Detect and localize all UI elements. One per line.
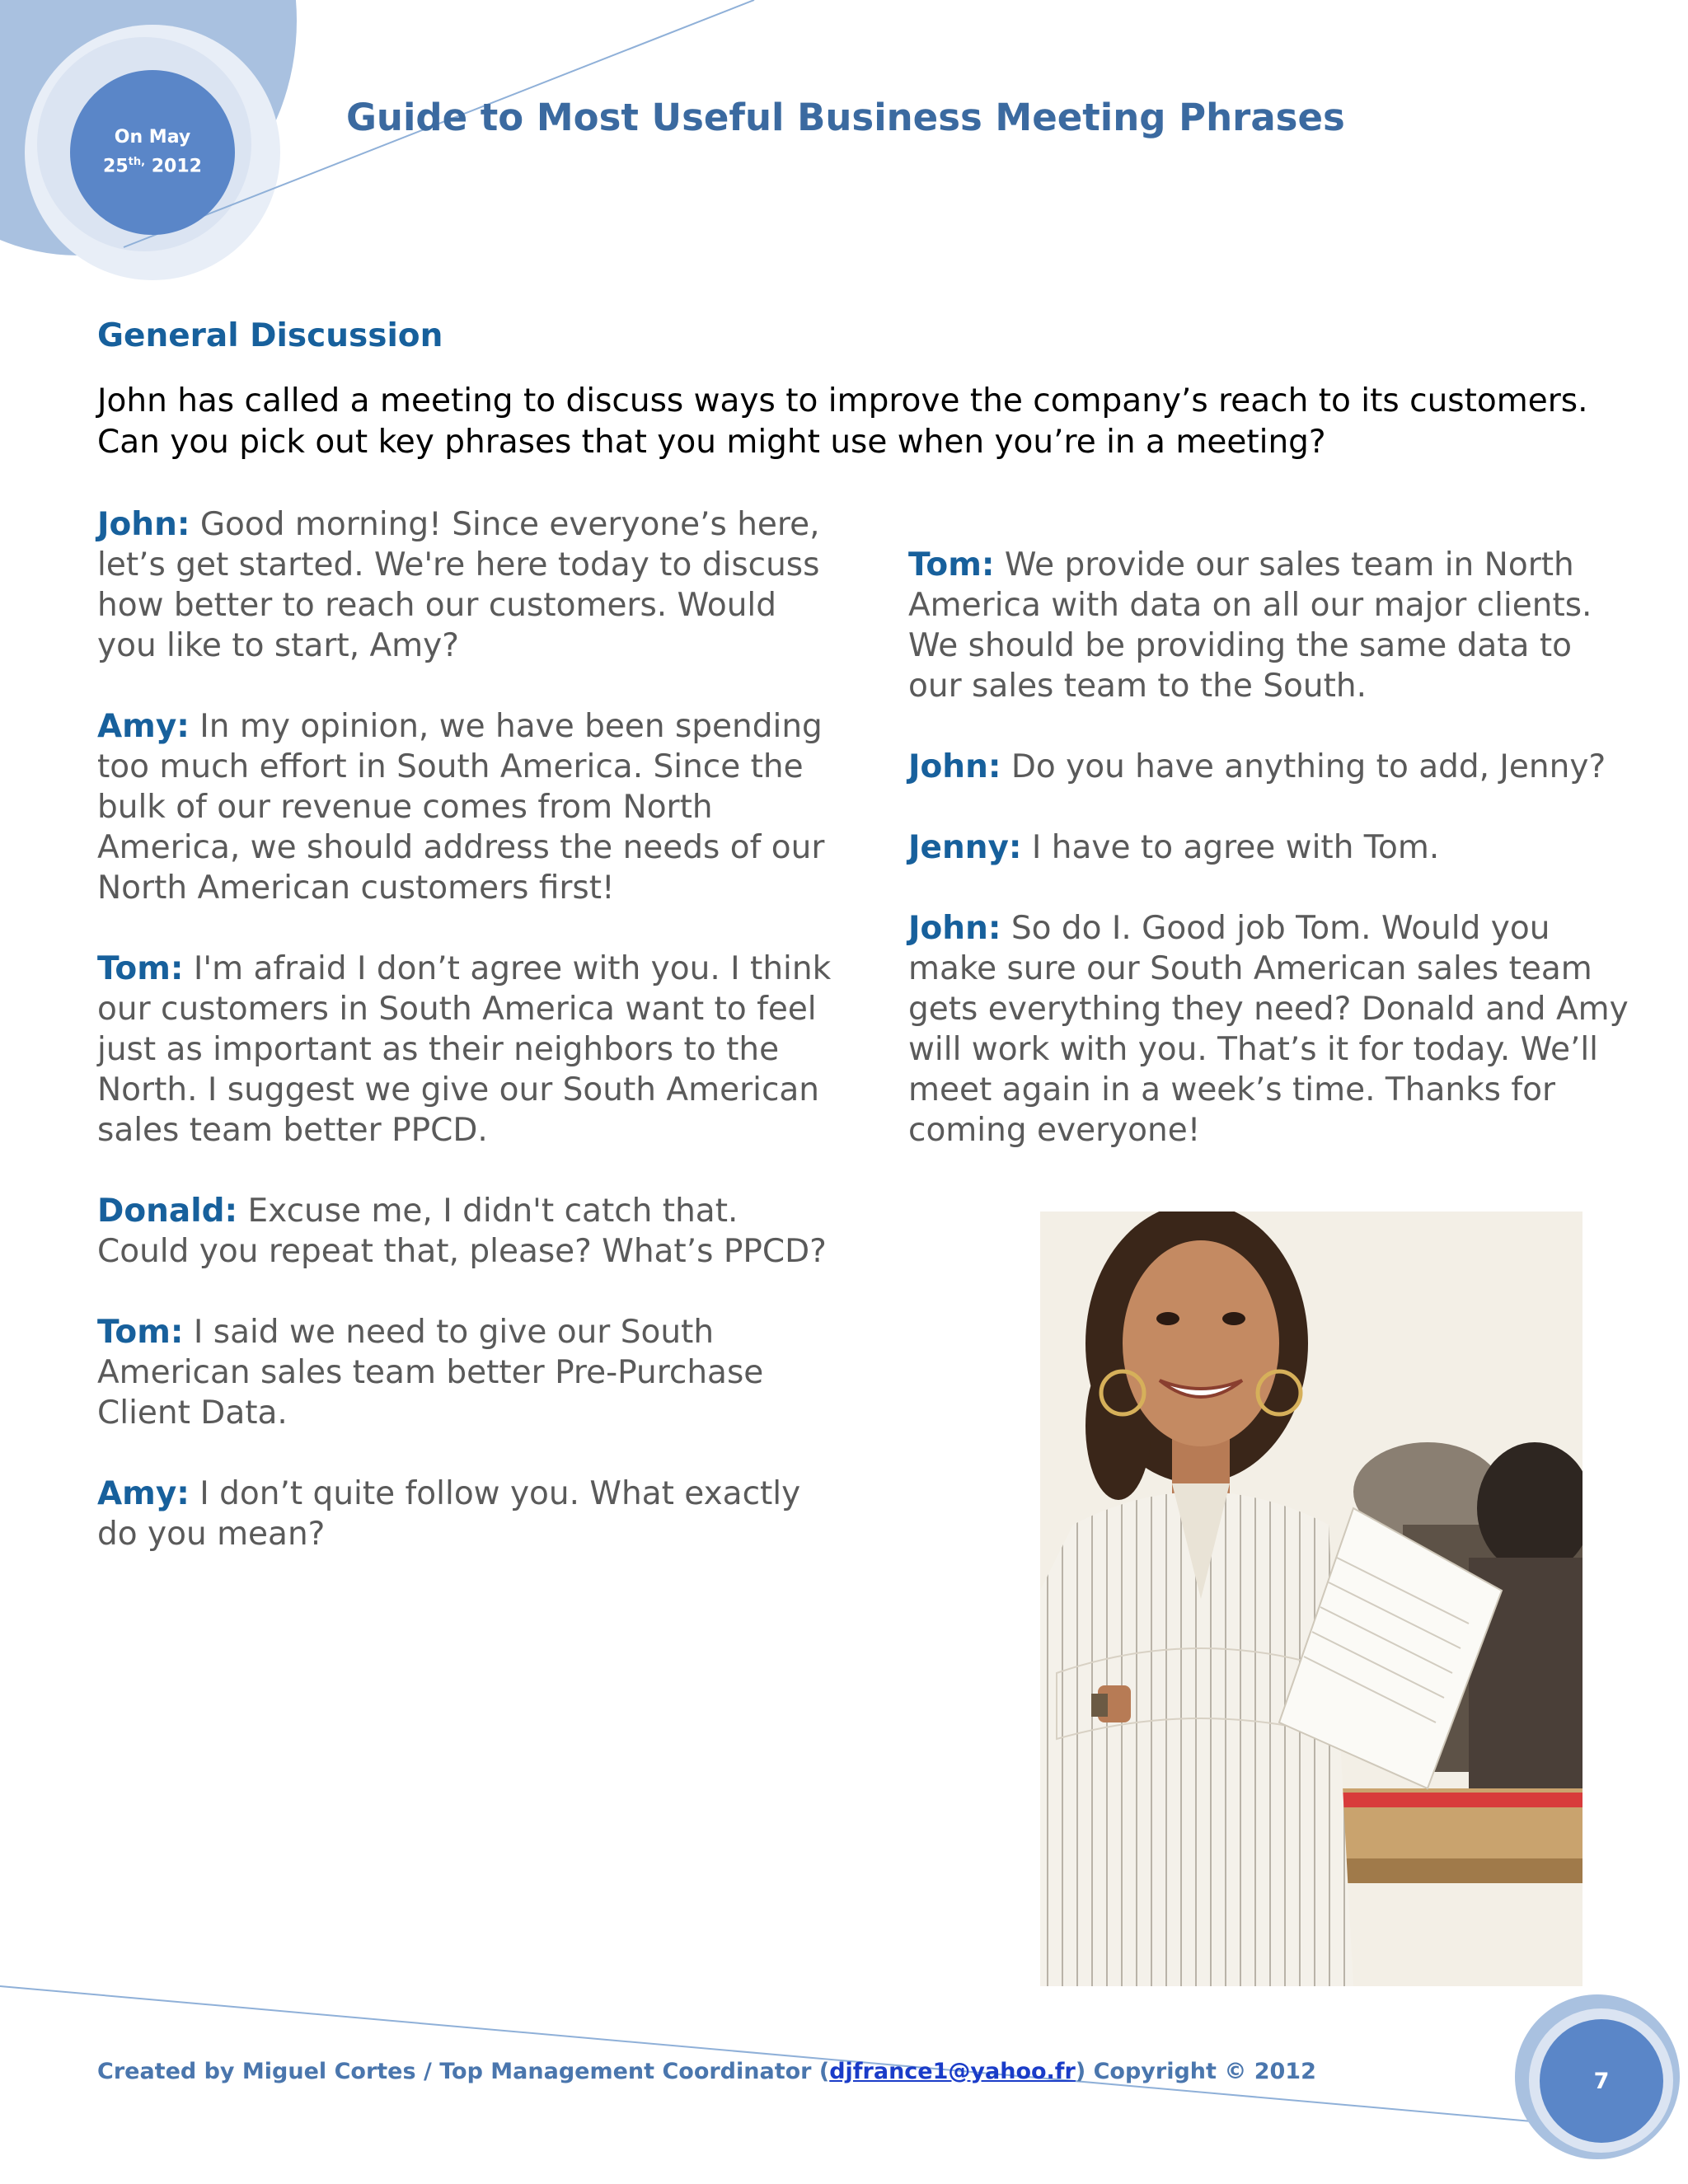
- speaker-name: John:: [908, 748, 1001, 785]
- speaker-name: Amy:: [97, 708, 190, 745]
- intro-paragraph: John has called a meeting to discuss ways to improve the company’s reach to its customers. Can you pick out key phrases that you might use when you’re in a meeting?: [97, 382, 1588, 461]
- speaker-name: Donald:: [97, 1193, 238, 1230]
- dialogue-line: [97, 1191, 839, 1272]
- date-line2: [103, 150, 202, 179]
- header-diagonal-line: [0, 0, 1688, 280]
- dialogue-line: [908, 545, 1634, 706]
- date-year: 2012: [151, 156, 202, 177]
- dialogue-line: [97, 504, 839, 666]
- page-number: 7: [1540, 2019, 1663, 2143]
- dialogue-line: [97, 706, 839, 908]
- footer-credit: [97, 2059, 1316, 2084]
- dialogue-line: [97, 949, 839, 1151]
- dialogue-line: [908, 747, 1634, 787]
- footer-email-link[interactable]: djfrance1@yahoo.fr: [829, 2059, 1076, 2084]
- date-suffix: th,: [128, 156, 146, 169]
- dialogue-line: [97, 1474, 839, 1554]
- footer-prefix: Created by Miguel Cortes / Top Management Coordinator (: [97, 2059, 830, 2084]
- dialogue-column-left: [97, 504, 839, 1595]
- dialogue-text: I have to agree with Tom.: [1021, 829, 1440, 866]
- dialogue-text: So do I. Good job Tom. Would you make sure our South American sales team gets everything they need? Donald and Amy will work with you. That’s it for today. We’ll meet again in a week’s time. Thanks for coming everyone!: [908, 910, 1629, 1149]
- dialogue-text: We provide our sales team in North America with data on all our major clients. We should be providing the same data to our sales team to the South.: [908, 546, 1592, 705]
- speaker-name: Jenny:: [908, 829, 1022, 866]
- dialogue-line: [908, 827, 1634, 868]
- dialogue-text: In my opinion, we have been spending too much effort in South America. Since the bulk of our revenue comes from North America, we should address the needs of our North American customers first!: [97, 708, 825, 907]
- speaker-name: John:: [97, 506, 190, 543]
- page-title: Guide to Most Useful Business Meeting Phrases: [346, 96, 1345, 139]
- dialogue-text: Do you have anything to add, Jenny?: [1001, 748, 1606, 785]
- dialogue-line: [97, 1312, 839, 1433]
- dialogue-text: Excuse me, I didn't catch that. Could you repeat that, please? What’s PPCD?: [97, 1193, 827, 1270]
- speaker-name: John:: [908, 910, 1001, 947]
- section-heading: General Discussion: [97, 317, 443, 354]
- date-badge: [70, 70, 235, 235]
- date-day: 25: [103, 156, 129, 177]
- dialogue-text: Good morning! Since everyone’s here, let’s get started. We're here today to discuss how better to reach our customers. Would you like to start, Amy?: [97, 506, 820, 664]
- speaker-name: Tom:: [97, 1314, 184, 1351]
- businesswoman-illustration: [1040, 1212, 1582, 1986]
- dialogue-text: I'm afraid I don’t agree with you. I think our customers in South America want to feel just as important as their neighbors to the North. I suggest we give our South American sales team better PPCD.: [97, 950, 832, 1149]
- speaker-name: Tom:: [908, 546, 995, 583]
- businesswoman-photo: [1040, 1212, 1582, 1986]
- dialogue-column-right: [908, 545, 1634, 1191]
- date-line1: On May: [114, 127, 191, 148]
- speaker-name: Tom:: [97, 950, 184, 987]
- speaker-name: Amy:: [97, 1475, 190, 1512]
- footer-suffix: ) Copyright © 2012: [1075, 2059, 1316, 2084]
- dialogue-line: [908, 908, 1634, 1151]
- dialogue-text: I said we need to give our South American sales team better Pre-Purchase Client Data.: [97, 1314, 764, 1432]
- dialogue-text: I don’t quite follow you. What exactly do you mean?: [97, 1475, 801, 1553]
